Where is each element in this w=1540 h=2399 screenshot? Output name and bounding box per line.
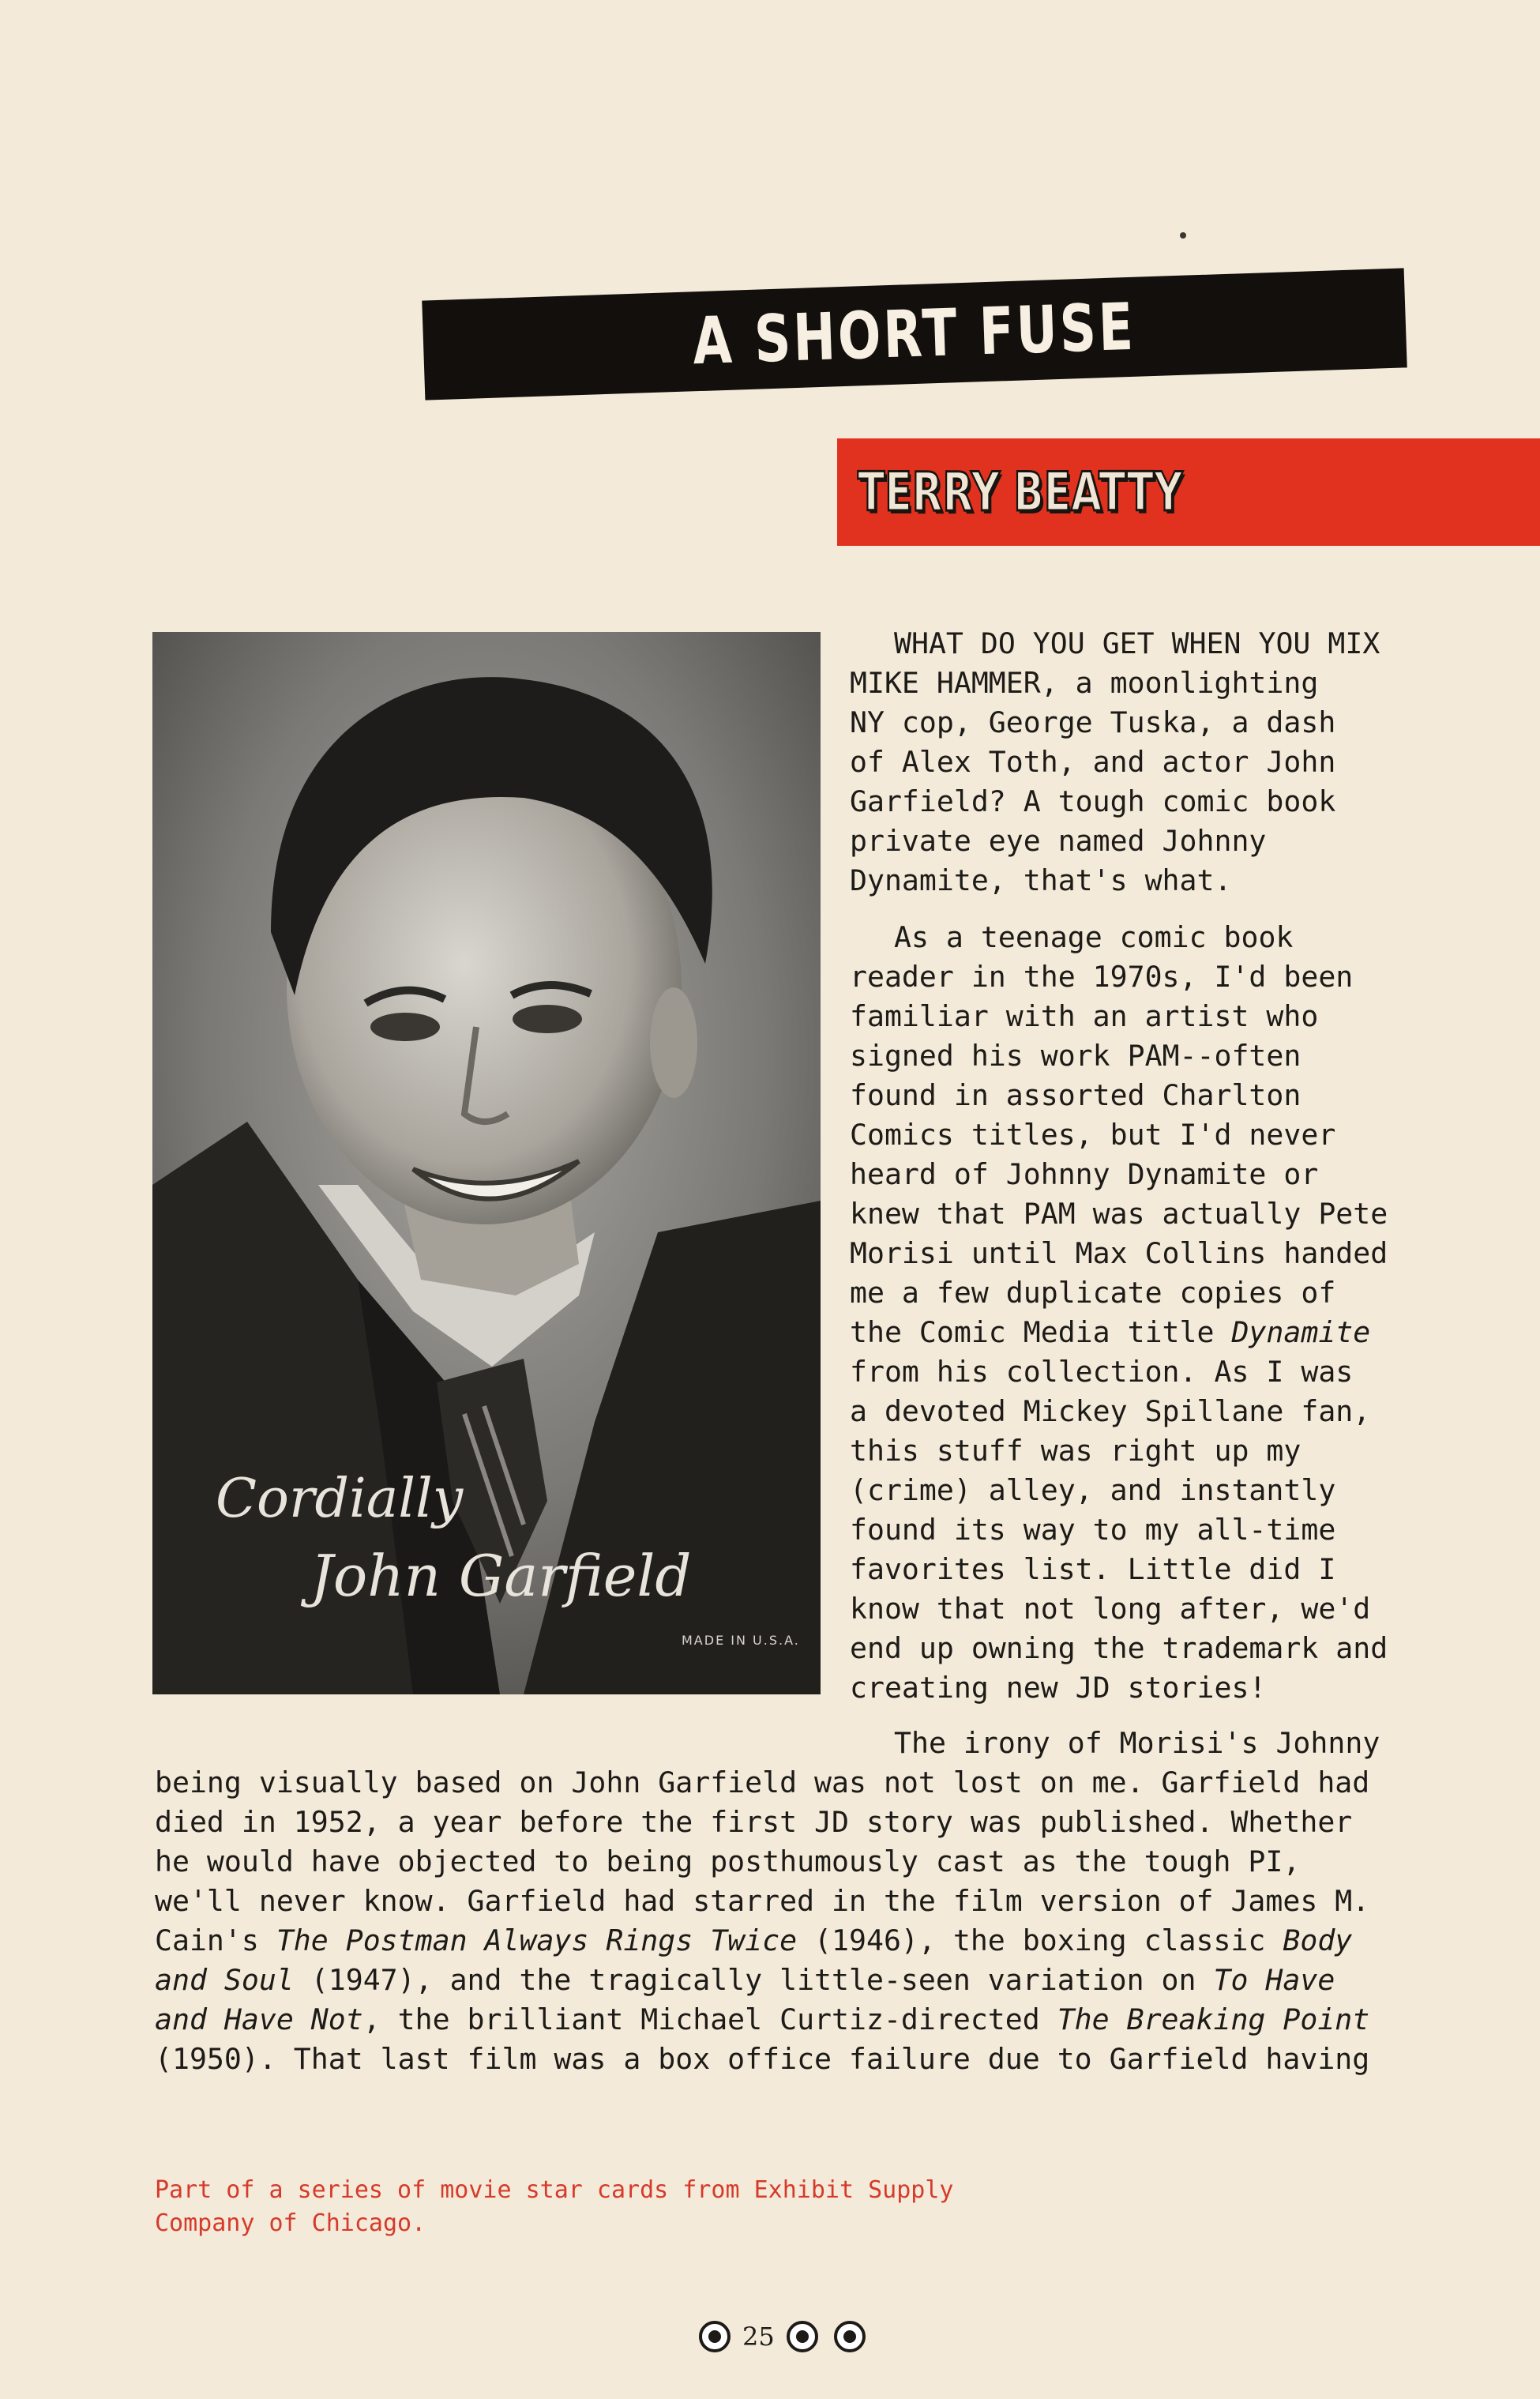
text-line [155, 1961, 1387, 2000]
text-line: As a teenage comic book [894, 920, 1294, 954]
text-line: Comics titles, but I'd never [850, 1118, 1336, 1152]
page-footer [695, 2313, 877, 2360]
text-line: (1950). That last film was a box office failure due to Garfield having [155, 2042, 1370, 2076]
paragraph-intro [850, 624, 1395, 901]
photo-caption [155, 2174, 1102, 2240]
text-line: knew that PAM was actually Pete [850, 1197, 1388, 1231]
text-line: end up owning the trademark and [850, 1631, 1388, 1665]
text-line: Garfield? A tough comic book [850, 784, 1336, 818]
author-banner [837, 438, 1540, 546]
paper-speck [1180, 232, 1186, 239]
caption-line: Company of Chicago. [155, 2209, 426, 2237]
text-fragment: (1947), and the tragically little-seen variation on [293, 1963, 1214, 1997]
signature-cordially: Cordially [216, 1468, 464, 1530]
text-line: familiar with an artist who [850, 999, 1319, 1033]
title-to-have-b: and Have Not [155, 2002, 363, 2036]
text-line: Dynamite, that's what. [850, 863, 1232, 897]
text-line: The irony of Morisi's Johnny [894, 1726, 1380, 1760]
text-line: (crime) alley, and instantly [850, 1473, 1336, 1507]
text-line: MIKE HAMMER, a moonlighting [850, 666, 1319, 700]
text-line: he would have objected to being posthumously cast as the tough PI, [155, 1844, 1301, 1878]
page-number: 25 [742, 2322, 775, 2352]
text-fragment: , the brilliant Michael Curtiz-directed [362, 2002, 1057, 2036]
title-body-and-soul-a: Body [1283, 1923, 1353, 1957]
text-line: reader in the 1970s, I'd been [850, 960, 1354, 994]
text-line: being visually based on John Garfield was not lost on me. Garfield had [155, 1765, 1370, 1799]
paragraph-irony [155, 1724, 1387, 2079]
text-line: NY cop, George Tuska, a dash [850, 705, 1336, 739]
title-to-have-a: To Have [1213, 1963, 1335, 1997]
text-line [155, 1921, 1387, 1961]
text-line: know that not long after, we'd [850, 1592, 1371, 1626]
text-fragment: (1946), the boxing classic [797, 1923, 1283, 1957]
bullet-hole-icon [783, 2317, 822, 2356]
text-line: of Alex Toth, and actor John [850, 745, 1336, 779]
text-line: found its way to my all-time [850, 1513, 1336, 1547]
signature-name: John Garfield [310, 1543, 692, 1609]
text-fragment: the Comic Media title [850, 1315, 1232, 1349]
text-line [850, 1313, 1395, 1352]
title-breaking-point: The Breaking Point [1057, 2002, 1370, 2036]
text-line: WHAT DO YOU GET WHEN YOU MIX [894, 626, 1380, 660]
text-line [155, 2000, 1387, 2040]
title-postman: The Postman Always Rings Twice [276, 1923, 798, 1957]
text-fragment: Cain's [155, 1923, 276, 1957]
paragraph-teenage-reader [850, 918, 1395, 1708]
john-garfield-photo-card [152, 632, 821, 1694]
text-line: Morisi until Max Collins handed [850, 1236, 1388, 1270]
text-line: favorites list. Little did I [850, 1552, 1336, 1586]
article-title: A SHORT FUSE [692, 289, 1137, 379]
caption-line: Part of a series of movie star cards from Exhibit Supply [155, 2176, 954, 2204]
title-dynamite: Dynamite [1231, 1315, 1371, 1349]
bullet-hole-icon [695, 2317, 734, 2356]
text-line: private eye named Johnny [850, 824, 1267, 858]
author-name: TERRY BEATTY [858, 461, 1183, 524]
made-in-usa-imprint: MADE IN U.S.A. [682, 1633, 800, 1648]
text-line: creating new JD stories! [850, 1671, 1267, 1705]
title-banner [422, 268, 1407, 400]
text-line: a devoted Mickey Spillane fan, [850, 1394, 1371, 1428]
text-line: heard of Johnny Dynamite or [850, 1157, 1319, 1191]
text-line: found in assorted Charlton [850, 1078, 1301, 1112]
bullet-hole-icon [830, 2317, 870, 2356]
title-body-and-soul-b: and Soul [155, 1963, 294, 1997]
text-line: signed his work PAM--often [850, 1039, 1301, 1073]
text-line: from his collection. As I was [850, 1355, 1354, 1389]
portrait-illustration [152, 632, 821, 1694]
text-line: died in 1952, a year before the first JD story was published. Whether [155, 1805, 1353, 1839]
text-line: we'll never know. Garfield had starred in the film version of James M. [155, 1884, 1370, 1918]
text-line: this stuff was right up my [850, 1434, 1301, 1468]
text-line: me a few duplicate copies of [850, 1276, 1336, 1310]
